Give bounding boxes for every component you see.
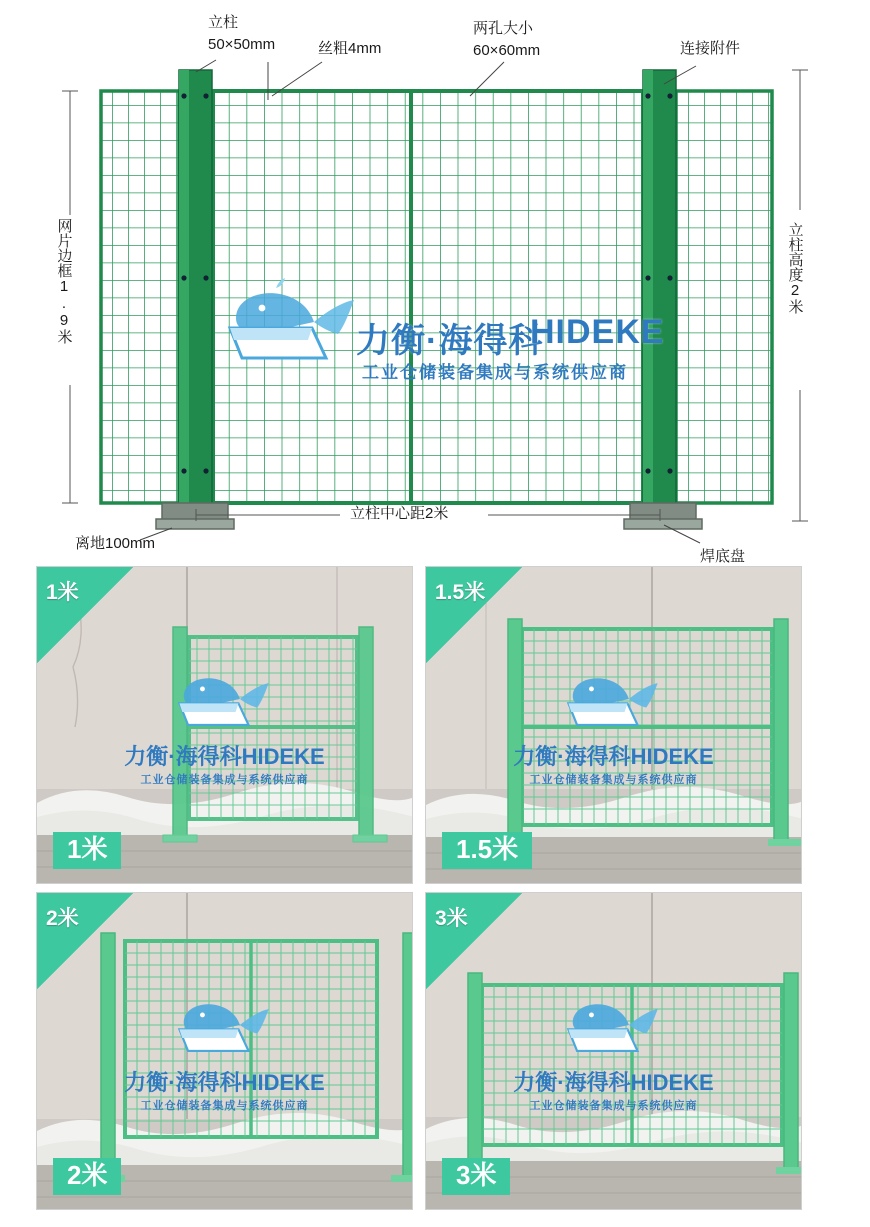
photo-corner-label: 2米	[46, 907, 79, 930]
watermark-tagline: 工业仓储装备集成与系统供应商	[362, 363, 628, 382]
photo-corner-tag	[37, 567, 133, 663]
label-connector: 连接附件	[680, 40, 741, 57]
label-mesh-frame-height: 网片边框1.9米	[55, 218, 73, 344]
label-post-spec: 50×50mm	[208, 36, 276, 53]
technical-diagram	[0, 0, 870, 565]
photo-corner-label: 1.5米	[435, 581, 486, 604]
photo-size-badge: 3米	[442, 1158, 510, 1195]
label-post-center-distance: 立柱中心距2米	[350, 505, 449, 522]
photo-watermark-tagline: 工业仓储装备集成与系统供应商	[140, 1100, 309, 1112]
photo-item	[425, 566, 802, 884]
photo-corner-tag	[426, 567, 522, 663]
label-wire-thickness: 丝粗4mm	[318, 40, 382, 57]
label-post: 立柱	[208, 14, 239, 31]
photo-watermark-brand-en: HIDEKE	[241, 744, 325, 769]
label-welded-base: 焊底盘	[700, 548, 746, 565]
photo-watermark-brand: 力衡·海得科	[513, 744, 631, 769]
photo-item	[36, 892, 413, 1210]
photo-watermark-brand: 力衡·海得科	[124, 1070, 242, 1095]
photo-watermark-tagline: 工业仓储装备集成与系统供应商	[140, 774, 309, 786]
photo-corner-tag	[426, 893, 522, 989]
label-ground-clearance: 离地100mm	[75, 535, 156, 552]
fence-drawing	[0, 0, 870, 565]
label-post-height: 立柱高度2米	[786, 222, 804, 314]
photo-watermark-brand-en: HIDEKE	[630, 1070, 714, 1095]
photo-corner-label: 1米	[46, 581, 79, 604]
photo-watermark-brand: 力衡·海得科	[513, 1070, 631, 1095]
photo-grid	[36, 566, 836, 1221]
photo-watermark-tagline: 工业仓储装备集成与系统供应商	[529, 1100, 698, 1112]
photo-watermark-tagline: 工业仓储装备集成与系统供应商	[529, 774, 698, 786]
left-side-mesh-panel	[101, 91, 179, 503]
photo-corner-tag	[37, 893, 133, 989]
photo-size-badge: 1.5米	[442, 832, 532, 869]
label-hole-size: 两孔大小	[473, 20, 534, 37]
photo-corner-label: 3米	[435, 907, 468, 930]
photo-watermark-brand-en: HIDEKE	[241, 1070, 325, 1095]
photo-size-badge: 2米	[53, 1158, 121, 1195]
right-side-mesh-panel	[676, 91, 772, 503]
photo-item	[36, 566, 413, 884]
photo-item	[425, 892, 802, 1210]
photo-watermark-brand: 力衡·海得科	[124, 744, 242, 769]
photo-watermark-brand-en: HIDEKE	[630, 744, 714, 769]
photo-size-badge: 1米	[53, 832, 121, 869]
watermark-brand: 力衡·海得科	[356, 322, 544, 360]
watermark-brand-en: HIDEKE	[530, 313, 665, 351]
label-hole-size-spec: 60×60mm	[473, 42, 541, 59]
main-mesh-panel	[213, 91, 643, 503]
